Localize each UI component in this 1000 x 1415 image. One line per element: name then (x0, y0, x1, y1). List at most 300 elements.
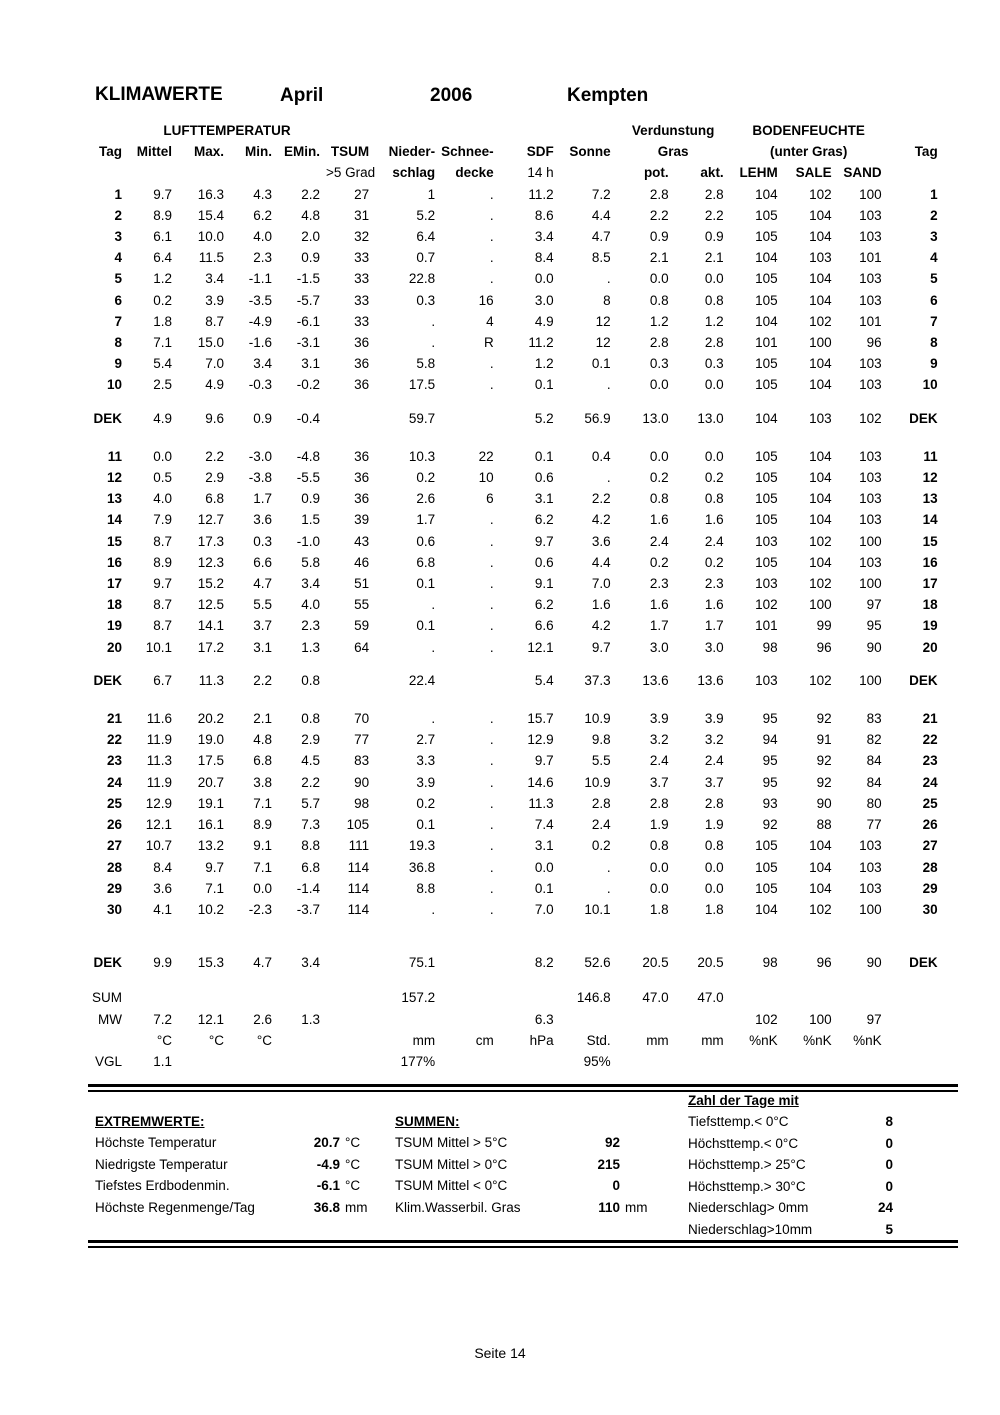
cell-schneedecke: . (489, 377, 494, 393)
cell-max: 12.1 (197, 1011, 224, 1027)
cell-schneedecke: . (489, 533, 494, 549)
cell-sonne: 4.4 (591, 207, 611, 223)
cell-tag: SUM (92, 990, 122, 1006)
cell-max: °C (208, 1032, 224, 1048)
day-row (88, 899, 944, 920)
cell-min: 6.8 (253, 753, 272, 769)
cell-tsum: 33 (354, 313, 370, 329)
cell-sand: 103 (859, 512, 882, 528)
day-counts-heading: Zahl der Tage mit (688, 1093, 799, 1108)
day-row (88, 467, 944, 488)
cell-mittel: 11.9 (146, 732, 172, 748)
cell-max: 17.5 (197, 753, 224, 769)
mw-row (88, 1009, 944, 1030)
cell-sand: 103 (859, 859, 882, 875)
cell-pot: 0.8 (649, 491, 669, 507)
cell-akt: 0.8 (704, 491, 724, 507)
cell-lehm: 105 (755, 448, 778, 464)
cell-schneedecke: . (489, 774, 494, 790)
cell-tag: 22 (106, 732, 122, 748)
cell-tag-right: 30 (922, 901, 938, 917)
cell-tag-right (888, 987, 944, 1008)
cell-mittel: 6.7 (153, 672, 172, 688)
cell-min: °C (256, 1032, 272, 1048)
cell-lehm: 98 (762, 639, 778, 655)
cell-akt: 13.0 (697, 410, 724, 426)
cell-min: 3.7 (253, 618, 272, 634)
cell-sale: 91 (816, 732, 832, 748)
dek-row (88, 952, 944, 973)
vgl-row (88, 1051, 944, 1072)
cell-tag: 24 (106, 774, 122, 790)
cell-emin: -1.0 (296, 533, 320, 549)
cell-schneedecke: . (489, 186, 494, 202)
cell-sale: 90 (816, 795, 832, 811)
day-row (88, 268, 944, 289)
cell-niederschlag: 1 (427, 186, 436, 202)
cell-sonne: 10.9 (584, 711, 611, 727)
day-counts-rows (688, 1111, 893, 1240)
cell-sonne: 8.5 (591, 250, 611, 266)
day-row (88, 615, 944, 636)
cell-emin: 1.3 (301, 1011, 320, 1027)
cell-sale: 104 (809, 880, 832, 896)
cell-mittel: 12.9 (145, 795, 172, 811)
cell-niederschlag: 8.8 (416, 880, 436, 896)
cell-niederschlag: 6.8 (416, 554, 436, 570)
cell-sand: 103 (859, 292, 882, 308)
cell-niederschlag: 0.1 (416, 618, 436, 634)
cell-emin: -1.5 (296, 271, 320, 287)
dek-row (88, 670, 944, 691)
cell-tsum: 33 (354, 250, 370, 266)
cell-max: 14.1 (197, 618, 224, 634)
cell-schneedecke: . (489, 576, 494, 592)
cell-niederschlag: . (431, 597, 436, 613)
cell-lehm: %nK (749, 1032, 778, 1048)
cell-tag: DEK (93, 410, 122, 426)
cell-emin: 6.8 (301, 859, 320, 875)
group-header-row (88, 120, 944, 141)
col-header-max: Max. (193, 144, 224, 160)
cell-sdf: 0.0 (534, 859, 554, 875)
cell-sdf: 6.6 (534, 618, 554, 634)
cell-lehm: 102 (755, 597, 778, 613)
cell-sale: 96 (816, 955, 832, 971)
info-value: 0 (612, 1178, 620, 1193)
cell-sand: 90 (866, 639, 882, 655)
cell-niederschlag: 0.7 (416, 250, 436, 266)
day-row (88, 573, 944, 594)
cell-tsum: 114 (347, 859, 370, 875)
info-label: Höchsttemp.> 25°C (688, 1157, 806, 1172)
cell-min: 2.3 (253, 250, 272, 266)
cell-akt: 0.2 (704, 470, 724, 486)
climate-table-head (88, 120, 944, 184)
cell-min: -3.8 (248, 470, 272, 486)
cell-sdf: 6.2 (534, 597, 554, 613)
cell-tsum: 36 (354, 335, 370, 351)
cell-schneedecke: . (489, 356, 494, 372)
cell-tsum: 114 (347, 880, 370, 896)
cell-max: 17.2 (197, 639, 224, 655)
info-value: 24 (877, 1200, 893, 1215)
cell-niederschlag: 75.1 (408, 955, 436, 971)
col-header-min: Min. (245, 144, 272, 160)
col-header-unter-gras: (unter Gras) (770, 144, 848, 160)
day-row (88, 708, 944, 729)
cell-sale: 103 (809, 410, 832, 426)
cell-schneedecke: 6 (486, 491, 494, 507)
cell-max: 13.2 (197, 838, 224, 854)
cell-sale: 100 (809, 335, 832, 351)
cell-akt: 2.3 (704, 576, 724, 592)
info-label: Klim.Wasserbil. Gras (395, 1199, 521, 1215)
cell-sonne: 0.2 (591, 838, 611, 854)
cell-emin: -1.4 (296, 880, 320, 896)
cell-lehm: 105 (755, 207, 778, 223)
cell-mittel: 7.1 (153, 335, 172, 351)
cell-tag: 12 (106, 470, 122, 486)
cell-min: 8.9 (253, 817, 272, 833)
cell-lehm: 104 (755, 901, 778, 917)
info-row (395, 1197, 655, 1219)
cell-tag: 13 (106, 491, 122, 507)
cell-mittel (128, 987, 178, 1008)
cell-pot: 2.8 (649, 335, 669, 351)
cell-sand: 100 (859, 672, 882, 688)
cell-tag-right: 16 (922, 554, 938, 570)
cell-emin: 2.0 (301, 229, 320, 245)
cell-max: 16.1 (197, 817, 224, 833)
day-row (88, 729, 944, 750)
climate-table (88, 120, 944, 1072)
cell-tag: 2 (114, 207, 122, 223)
cell-niederschlag: 5.8 (416, 356, 436, 372)
cell-sale: 96 (816, 639, 832, 655)
cell-sale: 102 (809, 576, 832, 592)
cell-tsum (326, 670, 375, 691)
cell-lehm: 103 (755, 672, 778, 688)
cell-tag: 1 (114, 186, 122, 202)
cell-pot: 0.0 (649, 448, 669, 464)
cell-min: -4.9 (248, 313, 272, 329)
col-header-sonne: Sonne (569, 144, 611, 160)
cell-schneedecke: . (489, 732, 494, 748)
day-row (88, 353, 944, 374)
cell-sdf: 9.7 (534, 533, 554, 549)
cell-schneedecke: . (489, 207, 494, 223)
cell-min (230, 987, 278, 1008)
cell-mittel: 6.1 (153, 229, 172, 245)
cell-sonne: 12 (595, 335, 611, 351)
cell-akt: mm (701, 1032, 724, 1048)
cell-tag-right (888, 1009, 944, 1030)
info-unit: mm (345, 1199, 368, 1215)
cell-sdf: 8.2 (534, 955, 554, 971)
info-value: -6.1 (316, 1178, 340, 1193)
day-row (88, 374, 944, 395)
cell-tag-right (888, 1051, 944, 1072)
cell-schneedecke: . (489, 795, 494, 811)
cell-sdf: 4.9 (534, 313, 554, 329)
cell-lehm: 105 (755, 554, 778, 570)
cell-emin: 1.5 (301, 512, 320, 528)
cell-emin: 4.0 (301, 597, 320, 613)
cell-sdf: 11.3 (528, 795, 554, 811)
cell-niederschlag (375, 1009, 441, 1030)
cell-sonne: 12 (595, 313, 611, 329)
cell-tag-right: 6 (930, 292, 938, 308)
info-row (688, 1111, 893, 1133)
cell-mittel: 4.1 (153, 901, 172, 917)
cell-lehm: 104 (755, 410, 778, 426)
cell-sdf: 9.1 (534, 576, 554, 592)
cell-tsum (326, 987, 375, 1008)
cell-mittel: 8.7 (153, 533, 172, 549)
cell-tag-right: 18 (922, 597, 938, 613)
cell-sdf: 1.2 (534, 356, 554, 372)
cell-sand: 102 (859, 410, 882, 426)
cell-tag: MW (98, 1011, 122, 1027)
cell-tsum: 43 (354, 533, 370, 549)
day-row (88, 857, 944, 878)
cell-niederschlag: 36.8 (408, 859, 436, 875)
info-value: 0 (885, 1157, 893, 1172)
col-header-emin: EMin. (284, 144, 320, 160)
cell-mittel: 0.2 (153, 292, 172, 308)
header-spacer (560, 120, 617, 141)
cell-sand: 101 (859, 313, 882, 329)
cell-pot: 0.8 (649, 838, 669, 854)
day-row (88, 531, 944, 552)
cell-pot: 2.8 (649, 186, 669, 202)
cell-max: 3.4 (205, 271, 224, 287)
sums-section (395, 1111, 655, 1218)
cell-emin: 7.3 (301, 817, 320, 833)
cell-min: 3.8 (253, 774, 272, 790)
cell-max (178, 987, 230, 1008)
cell-mittel: 4.0 (153, 491, 172, 507)
info-value: 92 (604, 1135, 620, 1150)
cell-tag: 28 (106, 859, 122, 875)
spacer-cell (88, 973, 944, 987)
cell-sale: 104 (809, 554, 832, 570)
header-spacer (441, 120, 500, 141)
cell-niederschlag: . (431, 639, 436, 655)
cell-sale: 104 (809, 207, 832, 223)
cell-pot: 2.3 (649, 576, 669, 592)
cell-pot: 1.6 (649, 597, 669, 613)
cell-akt: 1.8 (704, 901, 724, 917)
cell-tag: 4 (114, 250, 122, 266)
cell-mittel: 1.8 (153, 313, 172, 329)
cell-akt: 3.9 (704, 711, 724, 727)
cell-lehm (730, 1051, 784, 1072)
cell-pot (617, 1051, 675, 1072)
cell-sdf (500, 1051, 560, 1072)
cell-tag-right: 4 (930, 250, 938, 266)
cell-min: 3.4 (253, 356, 272, 372)
info-label: Tiefsttemp.< 0°C (688, 1114, 789, 1129)
cell-schneedecke (441, 670, 500, 691)
cell-schneedecke (441, 987, 500, 1008)
cell-schneedecke: . (489, 512, 494, 528)
cell-max: 20.7 (197, 774, 224, 790)
sub-header-row (88, 162, 944, 183)
cell-akt: 2.2 (704, 207, 724, 223)
cell-lehm: 105 (755, 838, 778, 854)
cell-sale: 104 (809, 470, 832, 486)
day-row (88, 290, 944, 311)
cell-tsum: 55 (354, 597, 370, 613)
cell-lehm: 103 (755, 576, 778, 592)
cell-min (230, 1051, 278, 1072)
cell-tag: 16 (106, 554, 122, 570)
cell-tag-right: 29 (922, 880, 938, 896)
info-label: Höchsttemp.< 0°C (688, 1135, 799, 1151)
cell-sdf: 3.0 (534, 292, 554, 308)
cell-emin: 3.4 (301, 955, 320, 971)
cell-mittel: 1.1 (153, 1053, 172, 1069)
cell-tag: 14 (106, 512, 122, 528)
cell-pot: 2.2 (649, 207, 669, 223)
cell-sonne: 0.4 (591, 448, 611, 464)
cell-niederschlag: . (431, 711, 436, 727)
header-spacer (375, 120, 441, 141)
cell-emin: -5.5 (296, 470, 320, 486)
cell-lehm: 98 (762, 955, 778, 971)
cell-lehm: 104 (755, 186, 778, 202)
header-spacer (88, 162, 128, 183)
cell-sonne: . (606, 880, 611, 896)
cell-schneedecke (441, 952, 500, 973)
cell-schneedecke: . (489, 639, 494, 655)
cell-sale: %nK (803, 1032, 832, 1048)
info-label: Höchste Temperatur (95, 1135, 217, 1150)
cell-emin: -3.7 (296, 901, 320, 917)
cell-lehm: 105 (755, 859, 778, 875)
cell-sdf: 3.4 (534, 229, 554, 245)
cell-lehm: 94 (762, 732, 778, 748)
cell-sdf: 7.4 (534, 817, 554, 833)
cell-sdf: 11.2 (528, 186, 554, 202)
header-spacer (560, 162, 617, 183)
cell-sonne: 56.9 (584, 410, 611, 426)
cell-niederschlag: 0.1 (416, 576, 436, 592)
header-spacer (88, 120, 128, 141)
cell-tag-right: 28 (922, 859, 938, 875)
cell-akt: 0.0 (704, 859, 724, 875)
cell-emin: 0.8 (301, 711, 320, 727)
cell-tag-right: 13 (922, 491, 938, 507)
info-unit: mm (625, 1199, 648, 1215)
info-label: Höchsttemp.> 30°C (688, 1178, 806, 1194)
cell-tag-right: 20 (922, 639, 938, 655)
cell-sale: 103 (809, 250, 832, 266)
cell-tag: 26 (106, 817, 122, 833)
cell-min: -1.1 (248, 271, 272, 287)
cell-niederschlag: . (431, 901, 436, 917)
cell-tag-right: 2 (930, 207, 938, 223)
cell-sdf: 0.6 (534, 470, 554, 486)
cell-sand: 100 (859, 576, 882, 592)
cell-niederschlag: 10.3 (408, 448, 436, 464)
info-unit (620, 1132, 655, 1154)
cell-akt: 0.9 (704, 229, 724, 245)
cell-min: 4.8 (253, 732, 272, 748)
cell-pot: 2.1 (649, 250, 669, 266)
cell-max: 4.9 (205, 377, 224, 393)
cell-akt: 0.2 (704, 554, 724, 570)
cell-schneedecke: . (489, 554, 494, 570)
cell-akt: 1.7 (704, 618, 724, 634)
cell-akt: 1.2 (704, 313, 724, 329)
divider-line-bottom (88, 1240, 958, 1248)
cell-sonne: 4.2 (591, 512, 611, 528)
cell-tsum: 31 (354, 207, 370, 223)
cell-sonne (560, 1009, 617, 1030)
cell-max: 7.1 (205, 880, 224, 896)
cell-tag: 18 (106, 597, 122, 613)
cell-pot: 3.0 (649, 639, 669, 655)
cell-min: 2.6 (253, 1011, 272, 1027)
cell-min: 0.3 (253, 533, 272, 549)
cell-tag-right: 26 (922, 817, 938, 833)
cell-pot: 0.0 (649, 859, 669, 875)
cell-schneedecke (441, 1051, 500, 1072)
cell-sale: 102 (809, 313, 832, 329)
cell-niederschlag: 6.4 (416, 229, 436, 245)
cell-mittel: 7.2 (153, 1011, 172, 1027)
cell-pot: 2.4 (649, 533, 669, 549)
day-row (88, 552, 944, 573)
info-row (95, 1154, 375, 1176)
cell-sdf: 8.6 (534, 207, 554, 223)
cell-niederschlag: 0.2 (416, 470, 436, 486)
cell-sonne: 8 (603, 292, 611, 308)
cell-sdf: 0.6 (534, 554, 554, 570)
cell-niederschlag: 3.3 (416, 753, 436, 769)
cell-tag-right: 24 (922, 774, 938, 790)
cell-tsum: 46 (354, 554, 370, 570)
cell-sonne: 4.2 (591, 618, 611, 634)
cell-schneedecke: . (489, 817, 494, 833)
sums-heading: SUMMEN: (395, 1114, 460, 1129)
cell-sale: 104 (809, 448, 832, 464)
cell-sand: 100 (859, 186, 882, 202)
info-label: TSUM Mittel < 0°C (395, 1178, 508, 1193)
cell-sonne: . (606, 271, 611, 287)
col-header-tsum: TSUM (330, 144, 370, 160)
cell-sand: 84 (866, 774, 882, 790)
cell-emin: 4.8 (301, 207, 320, 223)
cell-max: 10.2 (197, 901, 224, 917)
cell-tag-right: 22 (922, 732, 938, 748)
cell-max: 3.9 (205, 292, 224, 308)
cell-akt: 0.0 (704, 448, 724, 464)
cell-tsum: 90 (354, 774, 370, 790)
cell-sonne: 52.6 (584, 955, 611, 971)
sub-header-sale: SALE (795, 165, 832, 181)
cell-max: 10.0 (197, 229, 224, 245)
cell-pot: 3.2 (649, 732, 669, 748)
cell-tag-right: 11 (923, 448, 938, 464)
cell-min: 7.1 (253, 795, 272, 811)
cell-lehm: 101 (755, 335, 778, 351)
cell-niederschlag: mm (412, 1032, 436, 1048)
cell-tag-right: 21 (922, 711, 938, 727)
